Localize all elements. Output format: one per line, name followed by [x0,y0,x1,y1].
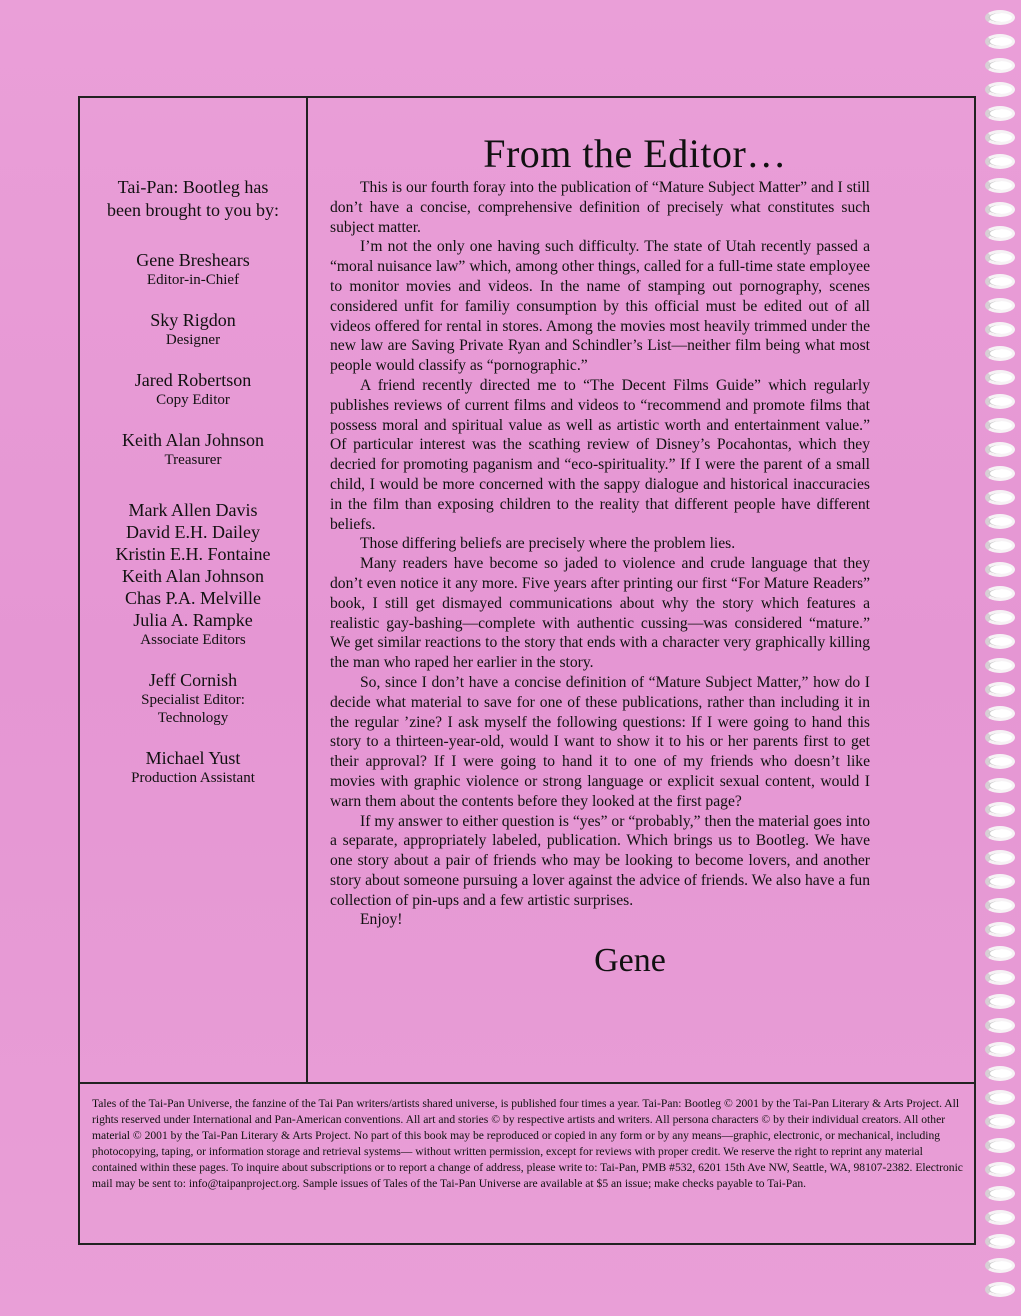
paragraph: A friend recently directed me to “The Decent Films Guide” which regularly publishes reviews of current films and videos to “recommend and promote films that possess moral and spiritual value as well as artistic worth and entertainment value.” Of particular interest was the scathing review of Disney’s Pocahontas, which they decried for promoting paganism and “eco-spirituality.” If I were the parent of a small child, I would be more concerned with the sappy dialogue and historical inaccuracies in the film than exposing children to the reality that different people have different beliefs. [330,376,870,533]
spiral-ring [985,562,1015,577]
spiral-ring [985,1042,1015,1057]
spiral-ring [985,1018,1015,1033]
associate-name: David E.H. Dailey [126,522,260,542]
spiral-ring [985,322,1015,337]
spiral-ring [985,994,1015,1009]
spiral-ring [985,634,1015,649]
spiral-ring [985,850,1015,865]
spiral-ring [985,418,1015,433]
spiral-ring [985,106,1015,121]
associate-name: Chas P.A. Melville [124,588,261,608]
content-frame [78,96,976,1245]
spiral-ring [985,514,1015,529]
paragraph: Many readers have become so jaded to violence and crude language that they don’t even notice it any more. Five years after printing our first “For Mature Readers” book, I still get dismayed communications about why the story which features a realistic gay-bashing—complete with authentic cussing—was considered “mature.” We get similar reactions to the story that ends with a character very graphically killing the man who raped her earlier in the story. [330,555,870,672]
spiral-ring [985,1066,1015,1081]
spiral-ring [985,754,1015,769]
spiral-ring [985,1090,1015,1105]
credit-role: Specialist Editor: [141,692,245,708]
credit-name: Jared Robertson [134,370,252,390]
spiral-ring [985,250,1015,265]
spiral-ring [985,82,1015,97]
credit-associate-editors [80,499,306,649]
credit-specialist-editor [80,669,306,727]
spiral-ring [985,58,1015,73]
page-title: From the Editor… [483,131,787,176]
paragraph: I’m not the only one having such difficulty. The state of Utah recently passed a “moral nuisance law” which, among other things, called for a full-time state employee to monitor movies and videos. In the name of stamping out pornography, scenes considered unfit for familiy consumption by this official must be edited out of all videos offered for rental in stores. Among the movies most heavily trimmed under the new law are Saving Private Ryan and Schindler’s List—neither film being what most people would classify as “pornographic.” [330,238,870,375]
spiral-ring [985,946,1015,961]
editorial-column [330,98,870,1082]
associate-name: Kristin E.H. Fontaine [115,544,271,564]
credit-name: Michael Yust [145,748,241,768]
credit-designer [80,309,306,349]
copyright-footer: Tales of the Tai-Pan Universe, the fanzine of the Tai Pan writers/artists shared universe, is published four times a year. Tai-Pan: Bootleg © 2001 by the Tai-Pan Literary & Arts Project. All rights reserved under International and Pan-American conventions. All art and stories © by respective artists and writers. All persona characters © by their individual creators. All other material © 2001 by the Tai-Pan Literary & Arts Project. No part of this book may be reproduced or copied in any form or by any means—graphic, electronic, or mechanical, including photocopying, taping, or information storage and retrieval systems— without written permission, except for reviews with proper credit. We reserve the right to reprint any material contained within these pages. To inquire about subscriptions or to report a change of address, please write to: Tai-Pan, PMB #532, 6201 15th Ave NW, Seattle, WA, 98107-2382. Electronic mail may be sent to: info@taipanproject.org. Sample issues of Tales of the Tai-Pan Universe are available at $5 an issue; make checks payable to Tai-Pan. [80,1082,974,1243]
credit-role: Copy Editor [156,392,230,408]
credit-role: Technology [157,710,229,726]
credit-name: Keith Alan Johnson [122,430,264,450]
spiral-ring [985,466,1015,481]
credit-role: Production Assistant [131,770,255,786]
associate-name: Mark Allen Davis [128,500,258,520]
spiral-ring [985,1282,1015,1297]
editorial-body [330,178,870,930]
spiral-ring [985,202,1015,217]
spiral-ring [985,442,1015,457]
spiral-ring [985,1162,1015,1177]
spiral-ring [985,706,1015,721]
credit-role: Designer [165,332,221,348]
spiral-ring [985,298,1015,313]
spiral-ring [985,1138,1015,1153]
spiral-ring [985,34,1015,49]
associate-name: Julia A. Rampke [133,610,253,630]
credit-production-assistant [80,747,306,787]
credit-role: Associate Editors [140,632,246,648]
spiral-ring [985,130,1015,145]
spiral-ring [985,778,1015,793]
spiral-ring [985,346,1015,361]
spiral-ring [985,922,1015,937]
spiral-ring [985,370,1015,385]
credit-name: Gene Breshears [136,250,250,270]
spiral-ring [985,274,1015,289]
editor-signature: Gene [594,942,666,980]
spiral-ring [985,178,1015,193]
credit-copy-editor [80,369,306,409]
spiral-ring [985,226,1015,241]
spiral-ring [985,10,1015,25]
spiral-ring [985,490,1015,505]
credit-name: Jeff Cornish [148,670,238,690]
credit-editor-in-chief [80,249,306,289]
credit-role: Treasurer [164,452,222,468]
spiral-ring [985,538,1015,553]
spiral-binding [977,10,1021,1310]
spiral-ring [985,826,1015,841]
spiral-ring [985,898,1015,913]
spiral-ring [985,730,1015,745]
paragraph: So, since I don’t have a concise definition of “Mature Subject Matter,” how do I decide what material to save for one of these publications, rather than including it in the regular ’zine? I ask myself the following questions: If I were going to hand this story to a thirteen-year-old, would I want to show it to his or her parents first to get their approval? If I were going to hand it to one of my friends who doesn’t like movies with graphic violence or strong language or explicit sexual content, would I warn them about the contents before they looked at the first page? [330,673,870,810]
spiral-ring [985,1114,1015,1129]
spiral-ring [985,970,1015,985]
spiral-ring [985,874,1015,889]
associate-name: Keith Alan Johnson [122,566,264,586]
spiral-ring [985,586,1015,601]
paragraph: Those differing beliefs are precisely where the problem lies. [360,535,736,553]
sidebar-intro: Tai-Pan: Bootleg has been brought to you by: [107,177,279,220]
spiral-ring [985,154,1015,169]
paragraph: This is our fourth foray into the publication of “Mature Subject Matter” and I still don’t have a concise, comprehensive definition of precisely what constitutes such subject matter. [330,179,870,236]
credit-treasurer [80,429,306,469]
spiral-ring [985,658,1015,673]
paragraph: If my answer to either question is “yes” or “probably,” then the material goes into a separate, appropriately labeled, publication. Which brings us to Bootleg. We have one story about a pair of friends who may be looking to become lovers, and another story about someone pursuing a lover against the advice of friends. We also have a fun collection of pin-ups and a few artistic surprises. [330,812,870,909]
credit-name: Sky Rigdon [150,310,236,330]
spiral-ring [985,682,1015,697]
spiral-ring [985,1258,1015,1273]
spiral-ring [985,1186,1015,1201]
paragraph: Enjoy! [360,911,403,929]
credits-sidebar [80,98,308,1082]
spiral-ring [985,1234,1015,1249]
spiral-ring [985,394,1015,409]
spiral-ring [985,610,1015,625]
credit-role: Editor-in-Chief [146,272,240,288]
spiral-ring [985,1210,1015,1225]
spiral-ring [985,802,1015,817]
